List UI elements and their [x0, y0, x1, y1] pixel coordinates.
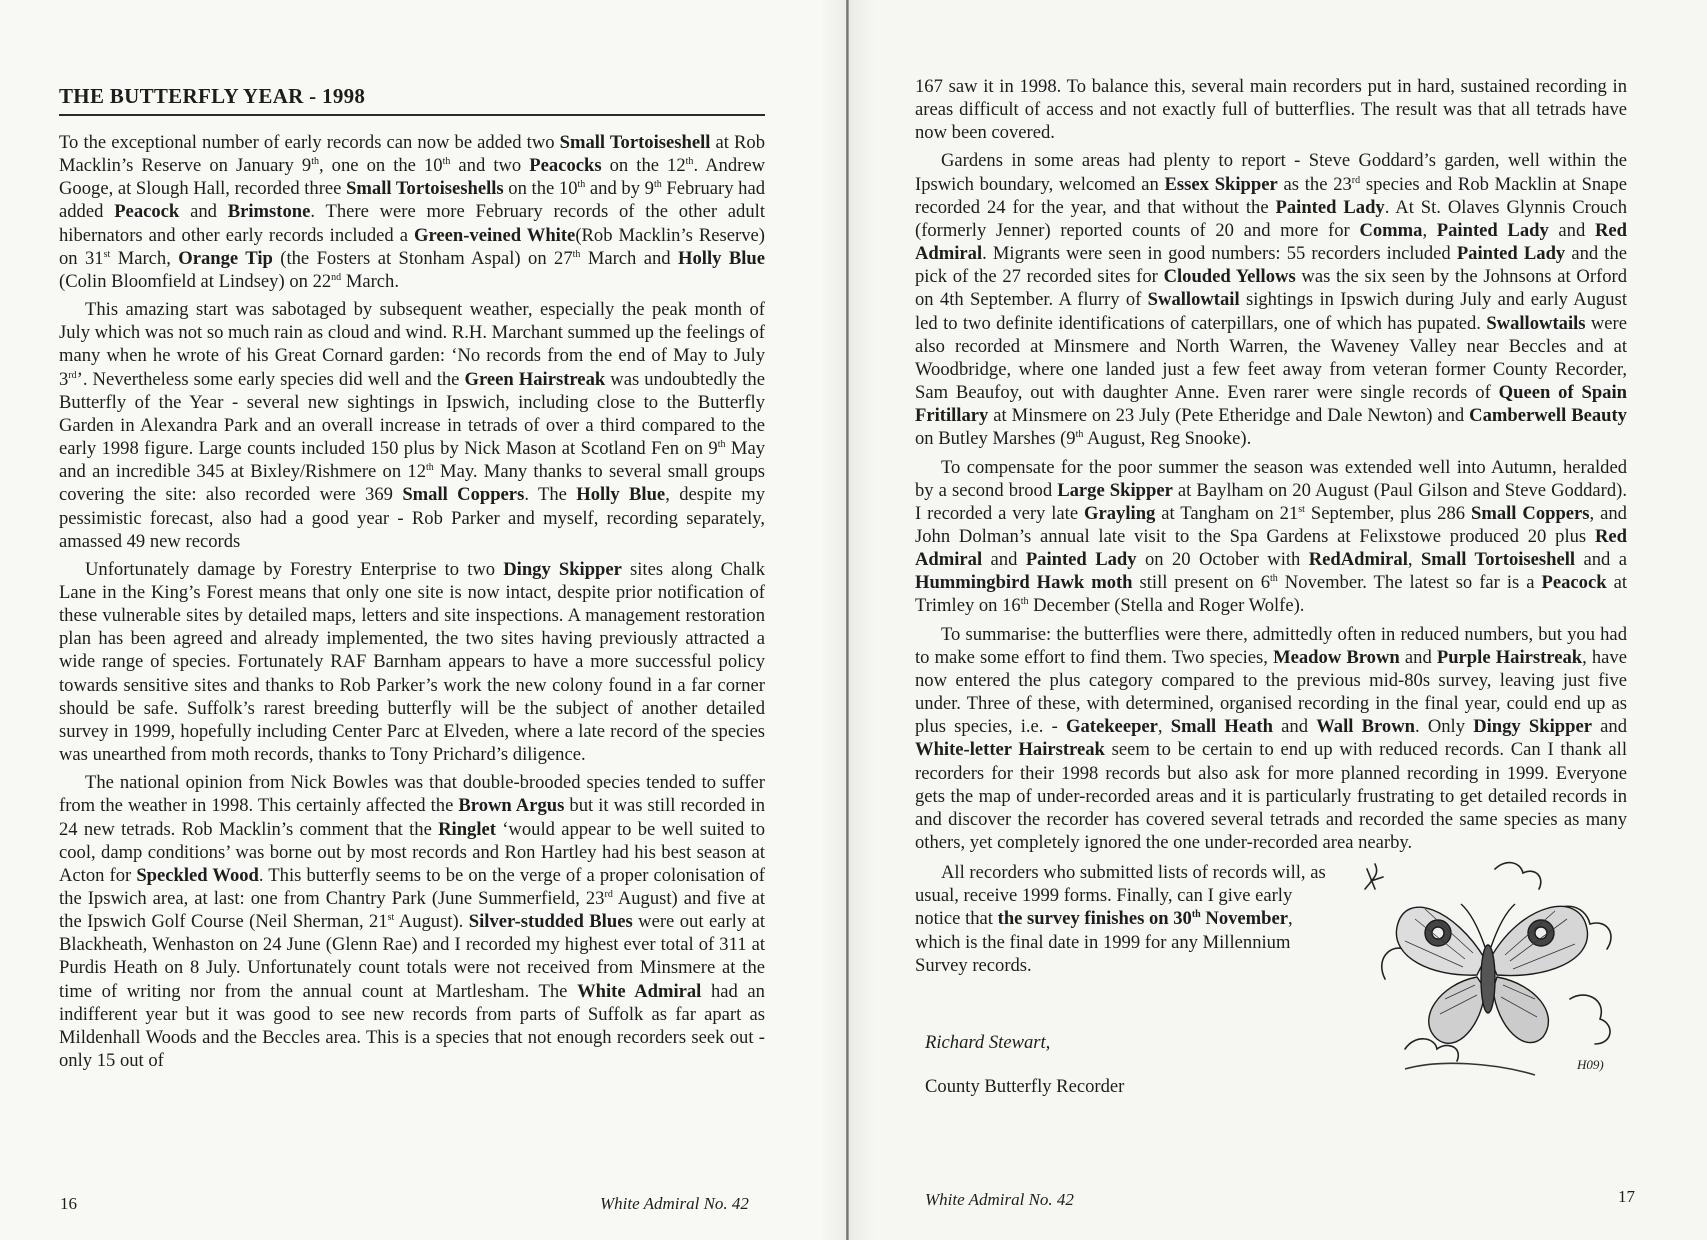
species-name: Small Coppers [1471, 502, 1590, 524]
text-run: and [179, 201, 228, 223]
text-run: , have now entered the plus category compared to the previous mid-80s survey, leaving just five under. Three of these, with determined, organised recording in the final year, could end up as plus species, i.e. - [915, 646, 1627, 738]
species-name: Comma [1359, 219, 1423, 241]
species-name: Painted Lady [1275, 196, 1385, 218]
text-run: (the Fosters at Stonham Aspal) on 27 [272, 247, 573, 269]
species-name: Swallowtails [1486, 312, 1586, 334]
text-run: . This butterfly seems to be on the verge of a proper colonisation of the Ipswich area, at last: one from Chantry Park (June Summerfield, 23 [59, 864, 765, 909]
text-run: and two [450, 155, 530, 177]
species-name: November [1200, 908, 1289, 930]
text-run: sites along Chalk Lane in the King’s Forest means that only one site is now intact, despite prior notification of these vulnerable sites by detailed maps, letters and site inspections. A management restoration plan has been agreed and already implemented, the two sites having previously attracted a wide range of species. Fortunately RAF Barnham appears to have a more successful policy towards sensitive sites and thanks to Rob Parker’s work the new colony found in a far corner should be safe. Suffolk’s rarest breeding butterfly will be the subject of another detailed survey in 1999, hopefully including Center Parc at Elveden, where a late record of the species was unearthed from moth records, thanks to Tony Prichard’s diligence. [59, 558, 766, 766]
text-run: , [1422, 219, 1437, 241]
species-name: Swallowtail [1147, 289, 1240, 311]
species-name: Small Heath [1170, 716, 1273, 738]
species-name: Small Coppers [402, 484, 525, 506]
text-run: . Only [1414, 716, 1474, 738]
ordinal-suffix: rd [1351, 174, 1361, 186]
species-name: Silver-studded Blues [468, 911, 633, 933]
right-paragraph [915, 149, 1627, 450]
text-run: December (Stella and Roger Wolfe). [1028, 595, 1305, 617]
text-run: May and an incredible 345 at Bixley/Rishmere on 12 [59, 438, 765, 483]
text-run: and a [1575, 549, 1627, 571]
text-run: , despite my pessimistic forecast, also had a good year - Rob Parker and myself, recording separately, amassed 49 new records [59, 484, 765, 552]
left-paragraph [59, 771, 765, 1072]
species-name: Brimstone [227, 201, 311, 223]
species-name: Purple Hairstreak [1436, 646, 1583, 668]
species-name: Hummingbird Hawk moth [915, 572, 1133, 594]
ordinal-suffix: th [717, 438, 726, 450]
species-name: Peacock [114, 201, 180, 223]
text-run: at Minsmere on 23 July (Pete Etheridge and Dale Newton) and [988, 405, 1470, 427]
text-run: ‘would appear to be well suited to cool, damp conditions’ was borne out by most records and Ron Hartley had his best season at Acton for [59, 818, 765, 886]
text-run: was the six seen by the Johnsons at Orford on 4th September. A flurry of [915, 266, 1627, 311]
species-name: the survey finishes on 30 [997, 908, 1192, 930]
signature-name: Richard Stewart, [925, 1032, 1051, 1054]
ordinal-suffix: th [685, 155, 694, 167]
species-name: Orange Tip [178, 247, 273, 269]
text-run: This amazing start was sabotaged by subsequent weather, especially the peak month of July which was not so much rain as cloud and wind. R.H. Marchant summed up the feelings of many when he wrote of his Great Cornard garden: ‘No records from the end of May to July 3 [59, 299, 765, 390]
text-run: and [1591, 716, 1628, 738]
text-run: September, plus 286 [1304, 502, 1471, 524]
left-paragraph [59, 131, 765, 293]
text-run: was undoubtedly the Butterfly of the Year - several new sightings in Ipswich, including close to the Butterfly Garden in Alexandra Park and an overall increase in tetrads of over a third compared to the early 1998 figure. Large counts included 150 plus by Nick Mason at Scotland Fen on 9 [59, 368, 765, 460]
species-name: Peacocks [529, 155, 602, 177]
left-paragraph [59, 558, 765, 766]
artist-mark: H09) [1577, 1057, 1604, 1073]
species-name: Essex Skipper [1164, 173, 1278, 195]
text-run: . Migrants were seen in good numbers: 55 recorders included [982, 243, 1457, 265]
text-run: on the 12 [601, 155, 686, 177]
ordinal-suffix: rd [604, 888, 613, 900]
text-run: March and [580, 247, 679, 269]
species-name: Brown Argus [458, 795, 565, 817]
species-name: Speckled Wood [136, 864, 259, 886]
text-run: were also recorded at Minsmere and North Warren, the Waveney Valley near Beccles and at Woodbridge, where one landed just a few feet away from veteran former County Recorder, Sam Beaufoy, out with daughter Anne. Even rarer were single records of [915, 312, 1627, 404]
text-run: and the pick of the 27 recorded sites for [915, 243, 1627, 288]
text-run: All recorders who submitted lists of records will, as usual, receive 1999 forms. Finally, can I give early notice that [915, 862, 1326, 930]
page-number-left: 16 [60, 1194, 77, 1213]
article-title: THE BUTTERFLY YEAR - 1998 [59, 84, 765, 116]
text-run: sightings in Ipswich during July and early August led to two definite identifications of caterpillars, one of which has pupated. [915, 289, 1627, 334]
ordinal-suffix: th [1191, 909, 1201, 921]
ordinal-suffix: th [311, 155, 319, 167]
ordinal-suffix: th [1075, 429, 1084, 441]
text-run: August) and five at the Ipswich Golf Course (Neil Sherman, 21 [59, 888, 766, 933]
ordinal-suffix: th [577, 179, 586, 191]
ordinal-suffix: th [653, 179, 662, 191]
species-name: RedAdmiral [1308, 549, 1408, 571]
text-run: were out early at Blackheath, Wenhaston on 24 June (Glenn Rae) and I recorded my highest ever total of 311 at Purdis Heath on 8 July. Unfortunately count totals were not received from Minsmere at the time of writing nor from the annual count at Martlesham. The [59, 911, 765, 1002]
text-run: August, Reg Snooke). [1083, 428, 1252, 450]
ordinal-suffix: th [1020, 596, 1029, 608]
text-run: Gardens in some areas had plenty to report - Steve Goddard’s garden, well within the Ipswich boundary, welcomed an [915, 150, 1627, 195]
text-run: February had added [59, 178, 766, 223]
species-name: Red Admiral [915, 219, 1627, 265]
text-run: . The [524, 484, 577, 506]
text-run: seem to be certain to end up with reduced records. Can I thank all recorders for their 1998 records but also ask for more planned recording in 1999. Everyone gets the map of under-recorded areas and it is particularly frustrating to get detailed records in and discover the recorder has covered several tetrads and recorded the same species as many others, yet completely ignored the one under-recorded area nearby. [915, 739, 1627, 853]
text-run: (Rob Macklin’s Reserve) on 31 [59, 224, 765, 269]
right-paragraph [915, 75, 1627, 144]
species-name: Painted Lady [1025, 549, 1137, 571]
text-run: but it was still recorded in 24 new tetrads. Rob Macklin’s comment that the [59, 795, 766, 840]
text-run: . At St. Olaves Glynnis Crouch (formerly Jenner) reported counts of 20 and more for [915, 196, 1627, 241]
ordinal-suffix: nd [331, 271, 342, 283]
text-run: at Rob Macklin’s Reserve on January 9 [59, 132, 765, 177]
text-run: May. Many thanks to several small groups covering the site: also recorded were 369 [59, 461, 765, 506]
text-run: and [982, 549, 1026, 571]
species-name: Meadow Brown [1273, 646, 1400, 668]
ordinal-suffix: st [103, 248, 111, 260]
text-run: (Colin Bloomfield at Lindsey) on 22 [59, 270, 332, 292]
ordinal-suffix: st [1298, 503, 1305, 515]
text-run: March, [110, 247, 179, 269]
text-run: To the exceptional number of early records can now be added two [59, 132, 560, 153]
gutter-shadow-right [849, 0, 875, 1240]
text-run: March. [341, 270, 399, 292]
text-run: The national opinion from Nick Bowles was that double-brooded species tended to suffer from the weather in 1998. This certainly affected the [59, 772, 765, 817]
page-number-right: 17 [1618, 1187, 1635, 1206]
species-name: Camberwell Beauty [1469, 405, 1627, 427]
species-name: Ringlet [438, 818, 496, 840]
species-name: Painted Lady [1436, 219, 1549, 241]
text-run: and [1272, 716, 1317, 738]
right-paragraph [915, 456, 1627, 618]
text-run: at Trimley on 16 [915, 572, 1627, 617]
text-run: and [1548, 219, 1595, 241]
closing-paragraph [915, 861, 1335, 977]
ordinal-suffix: th [1270, 573, 1278, 585]
right-paragraphs [915, 75, 1627, 854]
right-column-text [915, 75, 1627, 1119]
text-run: , one on the 10 [318, 155, 443, 177]
closing-block [915, 859, 1627, 1119]
species-name: Large Skipper [1057, 479, 1173, 501]
species-name: Painted Lady [1456, 243, 1566, 265]
ordinal-suffix: th [572, 248, 581, 260]
text-run: on the 10 [503, 178, 578, 200]
text-run: November. The latest so far is a [1277, 572, 1542, 594]
species-name: Red Admiral [915, 525, 1627, 571]
species-name: Small Tortoiseshells [346, 178, 504, 200]
species-name: Holly Blue [678, 247, 765, 269]
species-name: White-letter Hairstreak [915, 739, 1105, 761]
species-name: Peacock [1541, 572, 1607, 594]
species-name: White Admiral [577, 980, 702, 1002]
species-name: Dingy Skipper [503, 558, 622, 580]
text-run: on 20 October with [1136, 549, 1309, 571]
text-run: , [1407, 549, 1421, 571]
text-run: as the 23 [1277, 173, 1352, 195]
species-name: Clouded Yellows [1163, 266, 1296, 288]
text-run: , and John Dolman’s annual late visit to the Spa Gardens at Felixstowe produced 20 plus [915, 502, 1627, 547]
species-name: Queen of Spain Fritillary [915, 382, 1627, 427]
ordinal-suffix: rd [68, 369, 77, 381]
text-run: . Andrew Googe, at Slough Hall, recorded three [59, 155, 766, 200]
text-run: at Baylham on 20 August (Paul Gilson and Steve Goddard). I recorded a very late [915, 479, 1628, 524]
ordinal-suffix: th [442, 155, 451, 167]
left-paragraph [59, 298, 765, 553]
text-run: , [1157, 716, 1171, 738]
footer-magazine-left: White Admiral No. 42 [600, 1194, 749, 1213]
species-name: Dingy Skipper [1473, 716, 1592, 738]
closing-paragraph-text [915, 861, 1335, 977]
text-run: ’. Nevertheless some early species did well and the [76, 368, 465, 390]
text-run: on Butley Marshes (9 [915, 428, 1076, 450]
ordinal-suffix: st [387, 911, 395, 923]
species-name: Green-veined White [414, 224, 576, 246]
species-name: Wall Brown [1316, 716, 1415, 738]
ordinal-suffix: th [426, 462, 434, 473]
species-name: Holly Blue [576, 484, 666, 506]
gutter-shadow-left [820, 0, 846, 1240]
text-run: still present on 6 [1132, 572, 1271, 594]
left-column-text [59, 131, 765, 1077]
text-run: , which is the final date in 1999 for any Millennium Survey records. [915, 908, 1293, 976]
text-run: and by 9 [585, 178, 654, 200]
right-paragraph [915, 623, 1627, 855]
species-name: Gatekeeper [1066, 716, 1158, 738]
text-run: . There were more February records of the other adult hibernators and other early records included a [59, 201, 765, 246]
butterfly-illustration [1345, 849, 1625, 1079]
species-name: Green Hairstreak [464, 368, 606, 390]
text-run: had an indifferent year but it was good to see new records from parts of Suffolk as far apart as Mildenhall Woods and the Beccles area. This is a species that not enough recorders seek out - only 15 out of [59, 980, 765, 1072]
footer-magazine-right: White Admiral No. 42 [925, 1190, 1074, 1209]
text-run: at Tangham on 21 [1155, 502, 1299, 524]
species-name: Small Tortoiseshell [559, 132, 711, 153]
text-run: species and Rob Macklin at Snape recorded 24 for the year, and that without the [915, 173, 1628, 218]
text-run: August). [394, 911, 469, 933]
text-run: To compensate for the poor summer the season was extended well into Autumn, heralded by a second brood [915, 456, 1627, 501]
text-run: and [1399, 646, 1437, 668]
text-run: To summarise: the butterflies were there, admittedly often in reduced numbers, but you had to make some effort to find them. Two species, [915, 623, 1627, 668]
text-run: 167 saw it in 1998. To balance this, several main recorders put in hard, sustained recording in areas difficult of access and not exactly full of butterflies. The result was that all tetrads have now been covered. [915, 76, 1627, 144]
text-run: Unfortunately damage by Forestry Enterprise to two [85, 558, 504, 580]
signature-role: County Butterfly Recorder [925, 1076, 1125, 1098]
species-name: Small Tortoiseshell [1420, 549, 1576, 571]
species-name: Grayling [1084, 502, 1156, 524]
